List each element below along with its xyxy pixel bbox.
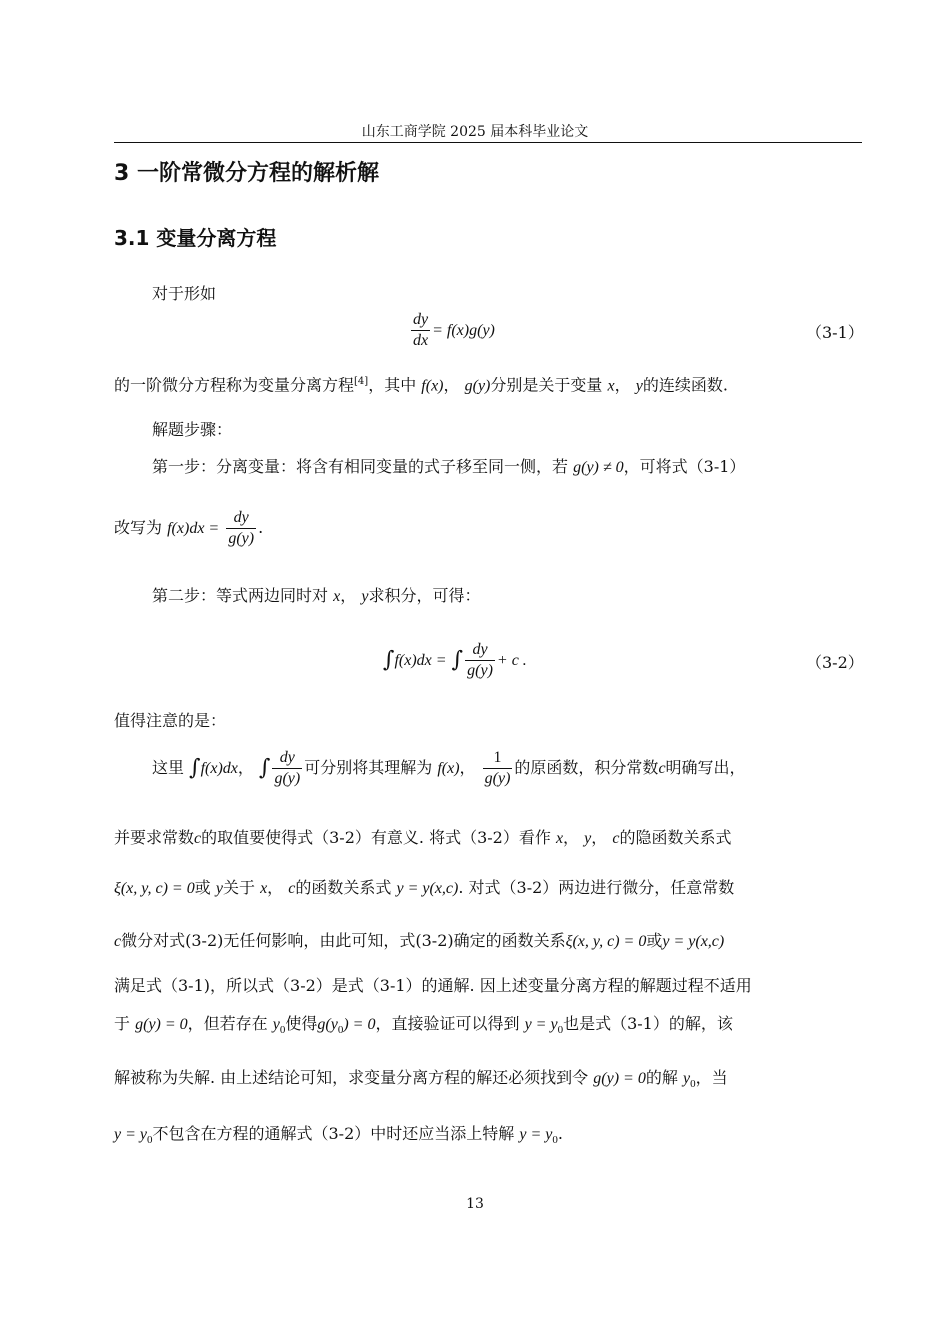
- math-y-eq-y0: $y = y_0$: [114, 1126, 153, 1147]
- text-segment: 的函数关系式: [295, 878, 392, 897]
- paragraph-note: 值得注意的是：: [114, 711, 227, 730]
- math-x: x: [555, 830, 564, 847]
- math-y: y: [361, 588, 369, 605]
- text-segment: 的一阶微分方程称为变量分离方程: [114, 375, 355, 395]
- fraction-1-gy: [483, 748, 513, 789]
- paragraph-rewrite: [114, 508, 263, 549]
- text-segment: 求积分，可得：: [368, 586, 481, 605]
- equation-number-3-1: （3-1）: [806, 323, 864, 342]
- period: .: [557, 1124, 563, 1143]
- text-segment: 这里: [152, 758, 185, 777]
- math-y: y: [584, 830, 592, 847]
- text-segment: ，: [267, 878, 284, 897]
- numerator: dy: [272, 748, 302, 769]
- math-c: c: [288, 880, 296, 897]
- math-xi-eq-0: ξ(x, y, c) = 0: [114, 880, 195, 897]
- math-c: c: [114, 933, 122, 950]
- math-c: c: [658, 760, 666, 777]
- math-x: x: [333, 588, 341, 605]
- text-segment: ，直接验证可以得到: [375, 1014, 520, 1033]
- text-segment: 第二步：等式两边同时对: [152, 586, 329, 605]
- integral-sign: ∫: [383, 647, 395, 673]
- equation-rhs: = f(x)g(y): [432, 322, 495, 339]
- text-segment: 也是式（3-1）的解，该: [563, 1014, 733, 1033]
- text-segment: 微分对式(3-2)无任何影响，由此可知，式(3-2)确定的函数关系: [121, 931, 566, 950]
- text-segment: 分别是关于变量: [490, 375, 603, 395]
- text-segment: ，当: [695, 1068, 728, 1087]
- integral-sign: ∫: [259, 755, 271, 781]
- integral-sign: ∫: [451, 647, 464, 673]
- subsection-title: 3.1 变量分离方程: [114, 226, 277, 250]
- paragraph-step2: [152, 586, 480, 607]
- numerator: dy: [411, 310, 430, 331]
- text-segment: 解被称为失解. 由上述结论可知，求变量分离方程的解还必须找到令: [114, 1068, 589, 1087]
- text-segment: ，: [340, 586, 357, 605]
- denominator: g(y): [274, 770, 301, 787]
- page-header: 山东工商学院 2025 届本科毕业论文: [361, 124, 589, 140]
- text-segment: ，其中: [368, 375, 417, 395]
- paragraph-steps: 解题步骤：: [152, 420, 233, 439]
- fraction-dy-gy: [226, 508, 256, 549]
- math-y-eq-y0: $y = y_0$: [524, 1016, 564, 1037]
- numerator: 1: [483, 748, 513, 769]
- math-x: x: [260, 880, 268, 897]
- paragraph-definition: [114, 372, 728, 396]
- paragraph-line-7: [114, 1068, 728, 1094]
- equation-3-2: [383, 640, 527, 681]
- section-title: 3 一阶常微分方程的解析解: [114, 161, 379, 186]
- text-segment: 改写为: [114, 518, 163, 537]
- text-segment: 可分别将其理解为: [304, 758, 433, 777]
- text-segment: 使得: [285, 1014, 318, 1033]
- text-segment: ，: [563, 828, 580, 847]
- math-xi-eq-0: ξ(x, y, c) = 0: [565, 933, 647, 950]
- text-segment: 于: [114, 1014, 131, 1033]
- text-segment: 关于: [222, 878, 255, 897]
- paragraph-step1: [152, 457, 745, 478]
- denominator: g(y): [228, 530, 255, 547]
- math-gy-eq-0: g(y) = 0: [135, 1016, 188, 1033]
- denominator: dx: [413, 332, 429, 349]
- text-segment: 的原函数，积分常数: [514, 758, 659, 777]
- math-fx: f(x): [421, 377, 444, 395]
- text-segment: ，可将式（3-1）: [623, 457, 746, 476]
- text-segment: . 对式（3-2）两边进行微分，任意常数: [458, 878, 735, 897]
- math-fx: f(x): [437, 760, 460, 777]
- text-segment: 第一步：分离变量：将含有相同变量的式子移至同一侧，若: [152, 457, 569, 476]
- math-fxdx-eq: f(x)dx =: [394, 652, 447, 669]
- text-segment: ，: [591, 828, 608, 847]
- fraction-dy-gy: [465, 640, 495, 681]
- paragraph-line-5: 满足式（3-1)，所以式（3-2）是式（3-1）的通解. 因上述变量分离方程的解题过程不适用: [114, 976, 752, 995]
- math-gy-neq-0: g(y) ≠ 0: [573, 459, 624, 476]
- text-segment: ，: [443, 375, 460, 395]
- text-segment: 明确写出，: [665, 758, 746, 777]
- math-gy: g(y): [464, 377, 491, 395]
- equation-number-3-2: （3-2）: [806, 653, 864, 672]
- period: .: [258, 518, 264, 537]
- header-rule: [114, 142, 862, 143]
- text-segment: 不包含在方程的通解式（3-2）中时还应当添上特解: [152, 1124, 515, 1143]
- text-segment: 的取值要使得式（3-2）有意义. 将式（3-2）看作: [201, 828, 551, 847]
- text-segment: ，: [614, 375, 631, 395]
- paragraph-line-6: [114, 1014, 733, 1040]
- text-segment: ，但若存在: [187, 1014, 268, 1033]
- math-y0: $y_0$: [682, 1070, 696, 1091]
- fraction-dy-dx: [411, 310, 430, 351]
- denominator: g(y): [484, 770, 511, 787]
- math-x: x: [607, 377, 615, 395]
- plus-c: + c .: [496, 652, 527, 669]
- text-segment: ，: [459, 758, 476, 777]
- citation: [4]: [354, 376, 369, 387]
- math-y-eq-y0: $y = y_0$: [519, 1126, 558, 1147]
- math-y0: $y_0$: [272, 1016, 286, 1037]
- paragraph-line-8: [114, 1124, 563, 1150]
- math-y: y: [215, 880, 223, 897]
- text-segment: 的隐函数关系式: [619, 828, 732, 847]
- text-segment: 的连续函数.: [642, 375, 728, 395]
- text-segment: ，: [237, 758, 254, 777]
- equation-3-1: [409, 310, 495, 351]
- fraction-dy-gy: [272, 748, 302, 789]
- integral-sign: ∫: [189, 755, 201, 781]
- paragraph-line-2: [114, 828, 732, 849]
- page-number: 13: [466, 1196, 484, 1212]
- text-segment: 或: [646, 931, 663, 950]
- math-fxdx-eq: f(x)dx =: [167, 520, 220, 537]
- math-y: y: [635, 377, 643, 395]
- text-segment: 的解: [645, 1068, 678, 1087]
- paragraph-line-1: [152, 748, 746, 789]
- numerator: dy: [465, 640, 495, 661]
- denominator: g(y): [467, 662, 493, 679]
- text-segment: 并要求常数: [114, 828, 195, 847]
- math-g-y0-eq-0: $g(y_0) = 0$: [317, 1016, 376, 1037]
- math-c: c: [194, 830, 202, 847]
- math-c: c: [612, 830, 620, 847]
- math-gy-eq-0: g(y) = 0: [593, 1070, 646, 1087]
- paragraph-intro: 对于形如: [152, 284, 217, 303]
- paragraph-line-3: [114, 878, 734, 899]
- paragraph-line-4: [114, 931, 724, 952]
- math-fxdx: f(x)dx: [200, 760, 238, 777]
- text-segment: 或: [194, 878, 211, 897]
- math-y-eq-yxc: y = y(x,c): [396, 880, 459, 897]
- math-y-eq-yxc: y = y(x,c): [662, 933, 725, 950]
- numerator: dy: [226, 508, 256, 529]
